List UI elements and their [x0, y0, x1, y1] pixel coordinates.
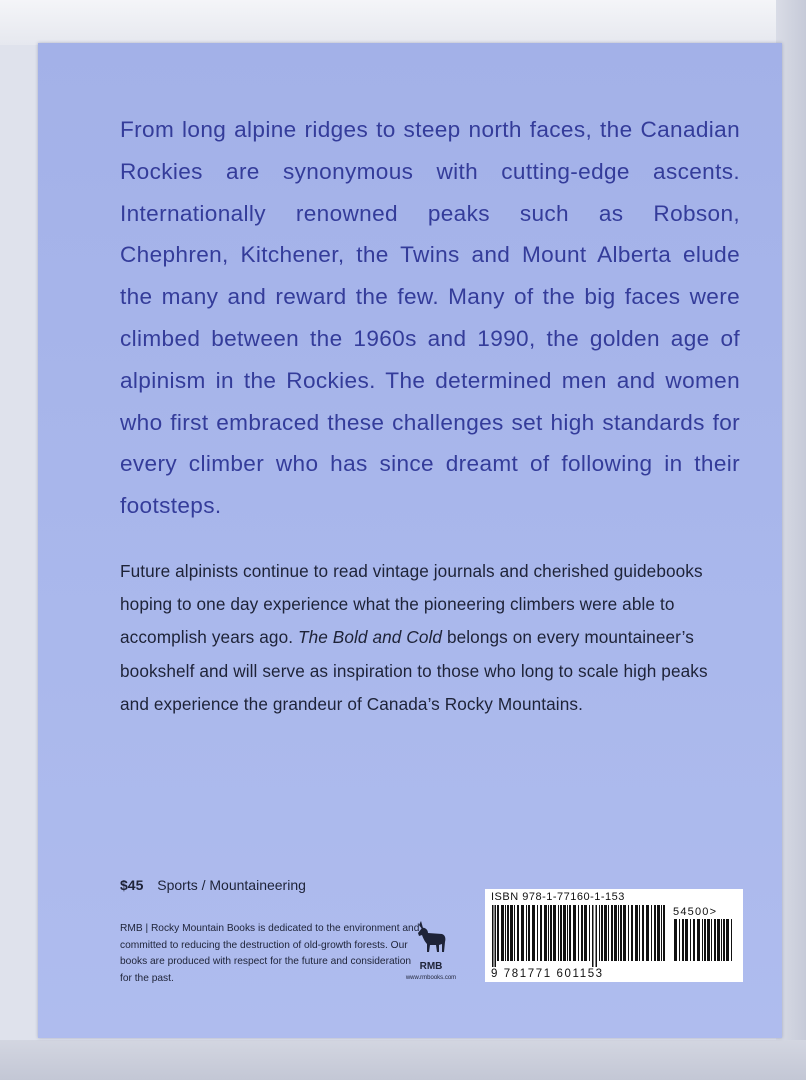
barcode-bar — [537, 905, 538, 961]
barcode-bar — [711, 919, 712, 961]
barcode-bar — [601, 905, 603, 961]
publisher-logo — [398, 919, 464, 981]
body-paragraph — [120, 555, 740, 721]
barcode-bar — [654, 905, 656, 961]
barcode-bar — [608, 905, 609, 961]
mountain-goat-icon — [414, 919, 448, 959]
barcode-bar — [604, 905, 607, 961]
barcode-bar — [514, 905, 515, 961]
barcode-bar — [495, 905, 497, 967]
barcode-bar — [581, 905, 583, 961]
barcode-bar — [596, 905, 598, 967]
barcode-bar — [661, 905, 662, 961]
barcode-bar — [693, 919, 695, 961]
barcode-bar — [510, 905, 513, 961]
addon-bars — [673, 919, 735, 967]
barcode-bar — [526, 905, 527, 961]
barcode-bar — [505, 905, 506, 961]
barcode-bar — [614, 905, 617, 961]
barcode-bar — [599, 905, 600, 961]
barcode-bar — [674, 919, 677, 961]
barcode-bar — [628, 905, 629, 961]
lead-paragraph: From long alpine ridges to steep north faces, the Canadian Rockies are synonymous with cutting-edge ascents. Internationally renowned peaks such as Robson, Chephren, Kitchener, the Twins and Mount Alberta elude the many and reward the few. Many of the big faces were climbed between the 1960s and 1990, the golden age of alpinism in the Rockies. The determined men and women who first embraced these challenges set high standards for every climber who has since dreamt of following in their footsteps. — [120, 117, 740, 519]
barcode-bar — [646, 905, 649, 961]
barcode-bar — [553, 905, 556, 961]
barcode-bar — [501, 905, 504, 961]
barcode-bar — [707, 919, 710, 961]
barcode-bar — [620, 905, 622, 961]
barcode-bar — [631, 905, 633, 961]
barcode-bar — [690, 919, 691, 961]
barcode-bar — [569, 905, 571, 961]
price: $45 — [120, 877, 144, 893]
barcode-bar — [704, 919, 706, 961]
body-text-before-title: Future alpinists continue to read vintage journals and cherished guidebooks hoping to one day experience what the pioneering climbers were able to accomplish years ago. — [120, 561, 703, 648]
barcode-bar — [492, 905, 494, 967]
logo-text: RMB — [419, 961, 443, 972]
barcode-bar — [623, 905, 626, 961]
book-title: The Bold and Cold — [297, 627, 443, 648]
barcode-bar — [731, 919, 732, 961]
barcode-bar — [528, 905, 530, 961]
barcode-bar — [618, 905, 619, 961]
barcode-bar — [726, 919, 729, 961]
addon-number: 54500> — [673, 906, 718, 918]
barcode-bar — [563, 905, 566, 961]
barcode-bar — [589, 905, 590, 961]
barcode-bar — [558, 905, 559, 961]
barcode-bar — [567, 905, 568, 961]
barcode-bar — [639, 905, 640, 961]
barcode-bar — [651, 905, 652, 961]
barcode-bar — [532, 905, 535, 961]
barcode-bar — [560, 905, 562, 961]
barcode-bar — [517, 905, 519, 961]
barcode-bar — [635, 905, 638, 961]
barcode-digits: 9 781771 601153 — [491, 968, 604, 980]
price-category-line — [120, 877, 306, 893]
barcode-bar — [702, 919, 703, 961]
barcode-bar — [723, 919, 725, 961]
barcode-bar — [685, 919, 688, 961]
barcode-bar — [573, 905, 576, 961]
barcode-bar — [540, 905, 542, 961]
barcode-bar — [521, 905, 524, 961]
barcode-bar — [657, 905, 660, 961]
barcode-bar — [611, 905, 613, 961]
barcode-bar — [544, 905, 547, 961]
barcode-bar — [717, 919, 720, 961]
barcode-bar — [682, 919, 684, 961]
page-edge-top — [0, 0, 806, 45]
barcode-bar — [592, 905, 594, 967]
barcode-bar — [697, 919, 700, 961]
barcode-bar — [550, 905, 552, 961]
ean13-bars — [491, 905, 667, 967]
barcode-bar — [714, 919, 716, 961]
isbn-barcode — [485, 889, 743, 982]
barcode-bar — [584, 905, 587, 961]
barcode-bar — [642, 905, 644, 961]
publisher-note: RMB | Rocky Mountain Books is dedicated to the environment and committed to reducing the destruction of old-growth forests. Our books are produced with respect for the future and consideration for the past. — [120, 923, 420, 984]
barcode-bar — [497, 905, 499, 961]
isbn-label: ISBN 978-1-77160-1-153 — [491, 891, 625, 903]
barcode-bar — [548, 905, 549, 961]
publisher-url: www.rmbooks.com — [405, 975, 457, 981]
page-edge-bottom — [0, 1040, 806, 1080]
barcode-bar — [507, 905, 509, 961]
barcode-bar — [578, 905, 579, 961]
body-text-after-title: belongs on every mountaineer’s bookshelf and will serve as inspiration to those who long to scale high peaks and experience the grandeur of Canada’s Rocky Mountains. — [120, 627, 708, 714]
barcode-bar — [663, 905, 665, 961]
category: Sports / Mountaineering — [157, 877, 306, 893]
book-back-cover — [38, 43, 782, 1038]
barcode-bar — [721, 919, 722, 961]
barcode-bar — [679, 919, 680, 961]
